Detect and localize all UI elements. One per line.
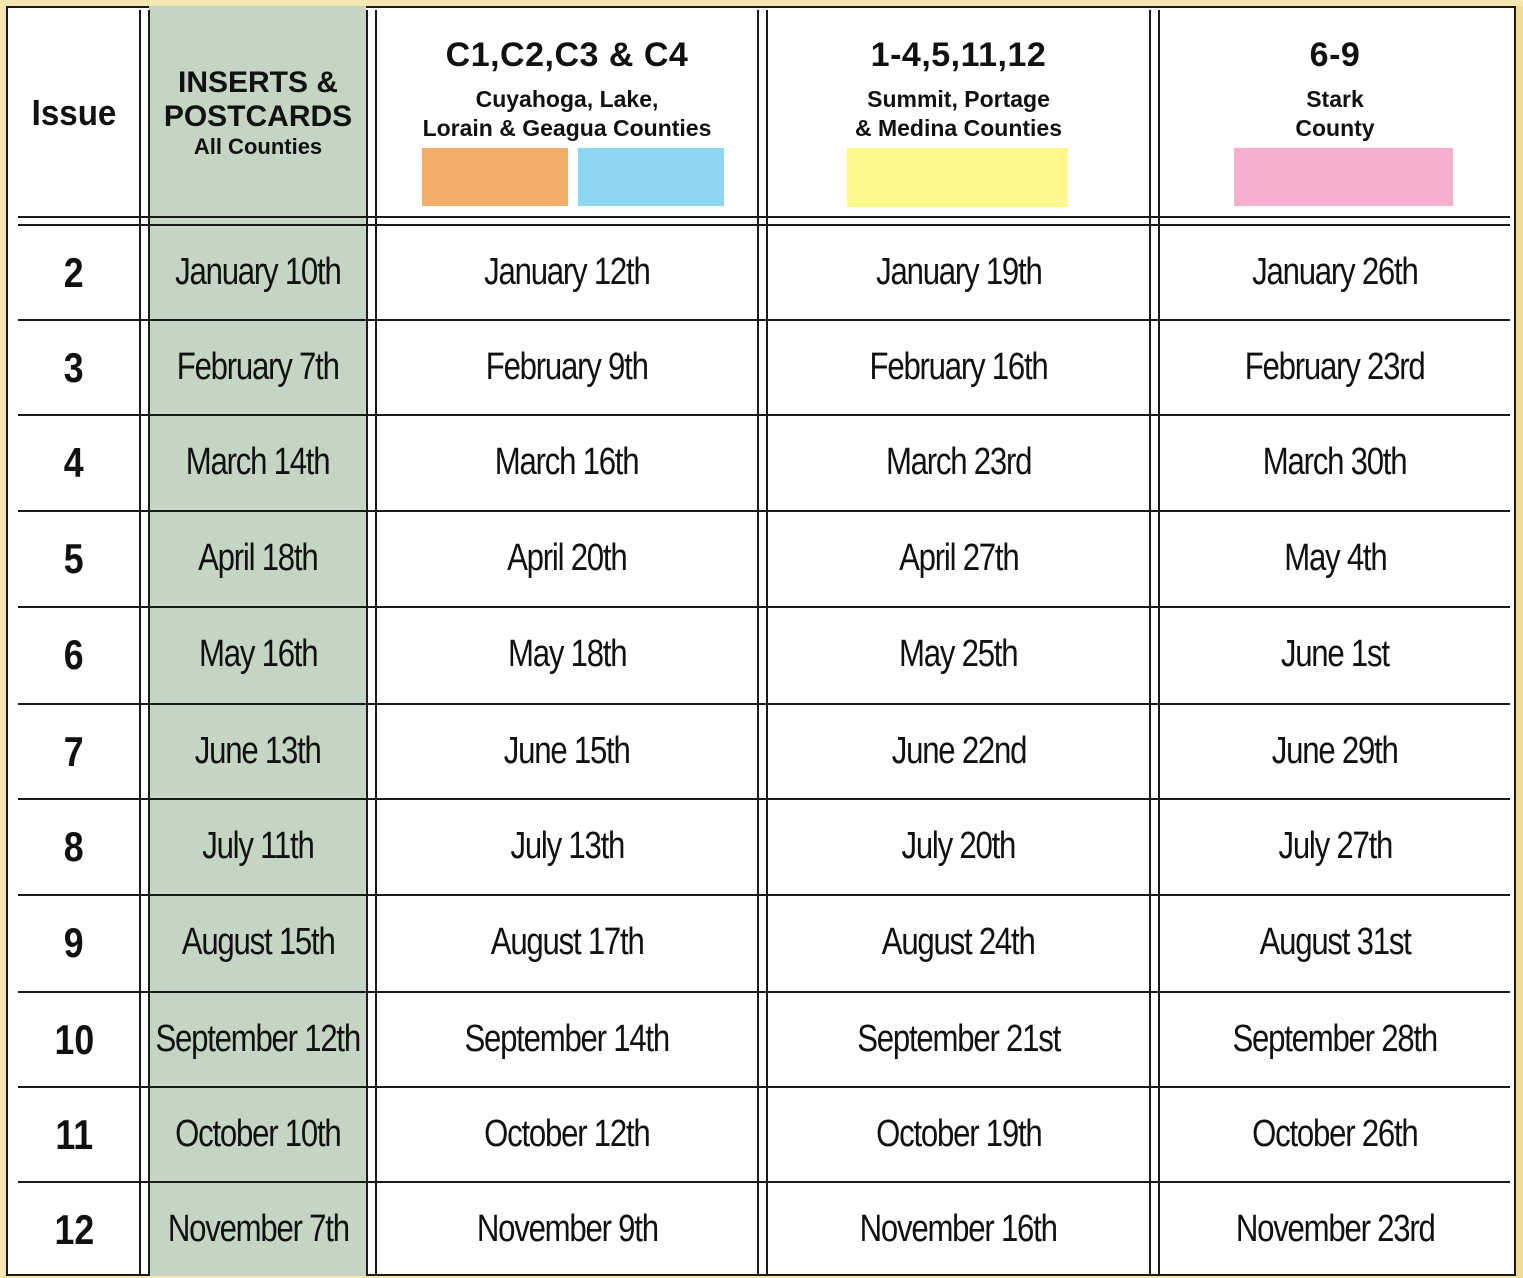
c1-c4-date-cell: [377, 321, 757, 414]
stark-date-cell: [1160, 800, 1510, 893]
c1-c4-date: May 18th: [507, 633, 627, 675]
c1-c4-date-cell: [377, 608, 757, 701]
header-issue: Issue: [31, 92, 117, 133]
insert-date: October 10th: [175, 1113, 341, 1155]
insert-date-cell: [150, 800, 366, 893]
stark-date-cell: [1160, 896, 1510, 989]
issue-number-cell: [10, 800, 138, 893]
c1-c4-date: February 9th: [486, 346, 648, 388]
insert-date: August 15th: [181, 921, 335, 963]
issue-number: 10: [54, 1015, 94, 1063]
insert-date: February 7th: [177, 346, 339, 388]
issue-number-cell: [10, 608, 138, 701]
column-code: 6-9: [1309, 36, 1361, 74]
issue-number-cell: [10, 896, 138, 989]
insert-date-cell: [150, 416, 366, 509]
summit-date: April 27th: [898, 537, 1019, 579]
c1-c4-date: September 14th: [464, 1018, 670, 1060]
c1-c4-date: July 13th: [510, 825, 624, 867]
summit-date-cell: [768, 896, 1149, 989]
issue-number-cell: [10, 705, 138, 798]
column-counties-line2: County: [1295, 115, 1375, 141]
insert-date: July 11th: [202, 825, 314, 867]
issue-number: 2: [64, 248, 84, 296]
insert-date: April 18th: [198, 537, 318, 579]
stark-date-cell: [1160, 321, 1510, 414]
stark-date: September 28th: [1232, 1018, 1438, 1060]
summit-date: September 21st: [857, 1018, 1060, 1060]
c1-c4-date: January 12th: [484, 251, 650, 293]
stark-date: November 23rd: [1235, 1208, 1435, 1250]
column-code: 1-4,5,11,12: [870, 36, 1047, 74]
c1-c4-date-cell: [377, 993, 757, 1086]
summit-date-cell: [768, 800, 1149, 893]
stark-date-cell: [1160, 1183, 1510, 1276]
issue-number-cell: [10, 512, 138, 605]
stark-date-cell: [1160, 512, 1510, 605]
issue-number: 12: [54, 1205, 94, 1253]
issue-number: 6: [64, 630, 84, 678]
c1-c4-date-cell: [377, 416, 757, 509]
summit-date-cell: [768, 416, 1149, 509]
insert-date: May 16th: [198, 633, 318, 675]
stark-date: June 1st: [1281, 633, 1389, 675]
summit-date: May 25th: [899, 633, 1018, 675]
c1-c4-date: April 20th: [507, 537, 627, 579]
c1-c4-date-cell: [377, 705, 757, 798]
issue-number-cell: [10, 226, 138, 319]
c1-c4-date: October 12th: [484, 1113, 650, 1155]
issue-number: 5: [64, 534, 84, 582]
issue-number: 9: [64, 918, 84, 966]
insert-date-cell: [150, 512, 366, 605]
insert-date: June 13th: [195, 730, 321, 772]
stark-date-cell: [1160, 1088, 1510, 1181]
issue-number-cell: [10, 1183, 138, 1276]
stark-date: October 26th: [1252, 1113, 1418, 1155]
insert-date-cell: [150, 705, 366, 798]
insert-date-cell: [150, 993, 366, 1086]
insert-date-cell: [150, 1183, 366, 1276]
summit-date: October 19th: [875, 1113, 1042, 1155]
issue-number-cell: [10, 416, 138, 509]
summit-date-cell: [768, 1088, 1149, 1181]
summit-date: January 19th: [875, 251, 1042, 293]
issue-number: 11: [55, 1110, 93, 1158]
header-inserts-postcards: [150, 10, 366, 216]
issue-number-cell: [10, 993, 138, 1086]
c1-c4-date: March 16th: [495, 441, 639, 483]
summit-date: July 20th: [901, 825, 1016, 867]
c1-c4-date: November 9th: [476, 1208, 658, 1250]
summit-date: June 22nd: [891, 730, 1026, 772]
insert-date-cell: [150, 608, 366, 701]
header-inserts-line1: INSERTS &: [177, 66, 339, 99]
c1-c4-date-cell: [377, 226, 757, 319]
summit-date: November 16th: [859, 1208, 1058, 1250]
column-counties-line2: Lorain & Geagua Counties: [422, 115, 712, 141]
issue-number: 3: [64, 343, 84, 391]
column-counties-line1: Stark: [1306, 86, 1364, 112]
issue-number: 7: [64, 727, 84, 775]
column-counties-line2: & Medina Counties: [854, 115, 1062, 141]
summit-date-cell: [768, 512, 1149, 605]
c1-c4-date: June 15th: [504, 730, 630, 772]
issue-number-cell: [10, 321, 138, 414]
color-swatch-blue: [578, 148, 724, 206]
c1-c4-date: August 17th: [490, 921, 644, 963]
issue-number: 4: [64, 438, 84, 486]
summit-date-cell: [768, 1183, 1149, 1276]
insert-date: November 7th: [167, 1208, 349, 1250]
summit-date: February 16th: [869, 346, 1048, 388]
header-inserts-line3: All Counties: [193, 134, 323, 159]
column-counties-line1: Cuyahoga, Lake,: [475, 86, 659, 112]
issue-number-cell: [10, 1088, 138, 1181]
stark-date: March 30th: [1263, 441, 1407, 483]
stark-date: July 27th: [1278, 825, 1392, 867]
stark-date: August 31st: [1259, 921, 1411, 963]
column-counties-line1: Summit, Portage: [867, 86, 1050, 112]
summit-date: March 23rd: [885, 441, 1032, 483]
insert-date: January 10th: [175, 251, 341, 293]
insert-date: September 12th: [155, 1018, 361, 1060]
summit-date-cell: [768, 705, 1149, 798]
column-code: C1,C2,C3 & C4: [445, 36, 689, 74]
c1-c4-date-cell: [377, 1088, 757, 1181]
stark-date-cell: [1160, 416, 1510, 509]
c1-c4-date-cell: [377, 800, 757, 893]
summit-date-cell: [768, 993, 1149, 1086]
summit-date-cell: [768, 226, 1149, 319]
stark-date-cell: [1160, 226, 1510, 319]
summit-date-cell: [768, 321, 1149, 414]
header-inserts-line2: POSTCARDS: [163, 100, 353, 133]
insert-date-cell: [150, 321, 366, 414]
stark-date-cell: [1160, 705, 1510, 798]
stark-date-cell: [1160, 993, 1510, 1086]
stark-date: June 29th: [1272, 730, 1398, 772]
insert-date-cell: [150, 1088, 366, 1181]
insert-date-cell: [150, 896, 366, 989]
insert-date: March 14th: [186, 441, 330, 483]
issue-number: 8: [64, 822, 84, 870]
header-divider: [18, 216, 1510, 218]
c1-c4-date-cell: [377, 512, 757, 605]
c1-c4-date-cell: [377, 896, 757, 989]
color-swatch-yellow: [847, 148, 1068, 207]
stark-date: February 23rd: [1245, 346, 1425, 388]
stark-date-cell: [1160, 608, 1510, 701]
c1-c4-date-cell: [377, 1183, 757, 1276]
stark-date: January 26th: [1252, 251, 1418, 293]
summit-date: August 24th: [882, 921, 1035, 963]
color-swatch-pink: [1234, 148, 1453, 206]
summit-date-cell: [768, 608, 1149, 701]
color-swatch-orange: [422, 148, 568, 206]
stark-date: May 4th: [1283, 537, 1387, 579]
insert-date-cell: [150, 226, 366, 319]
